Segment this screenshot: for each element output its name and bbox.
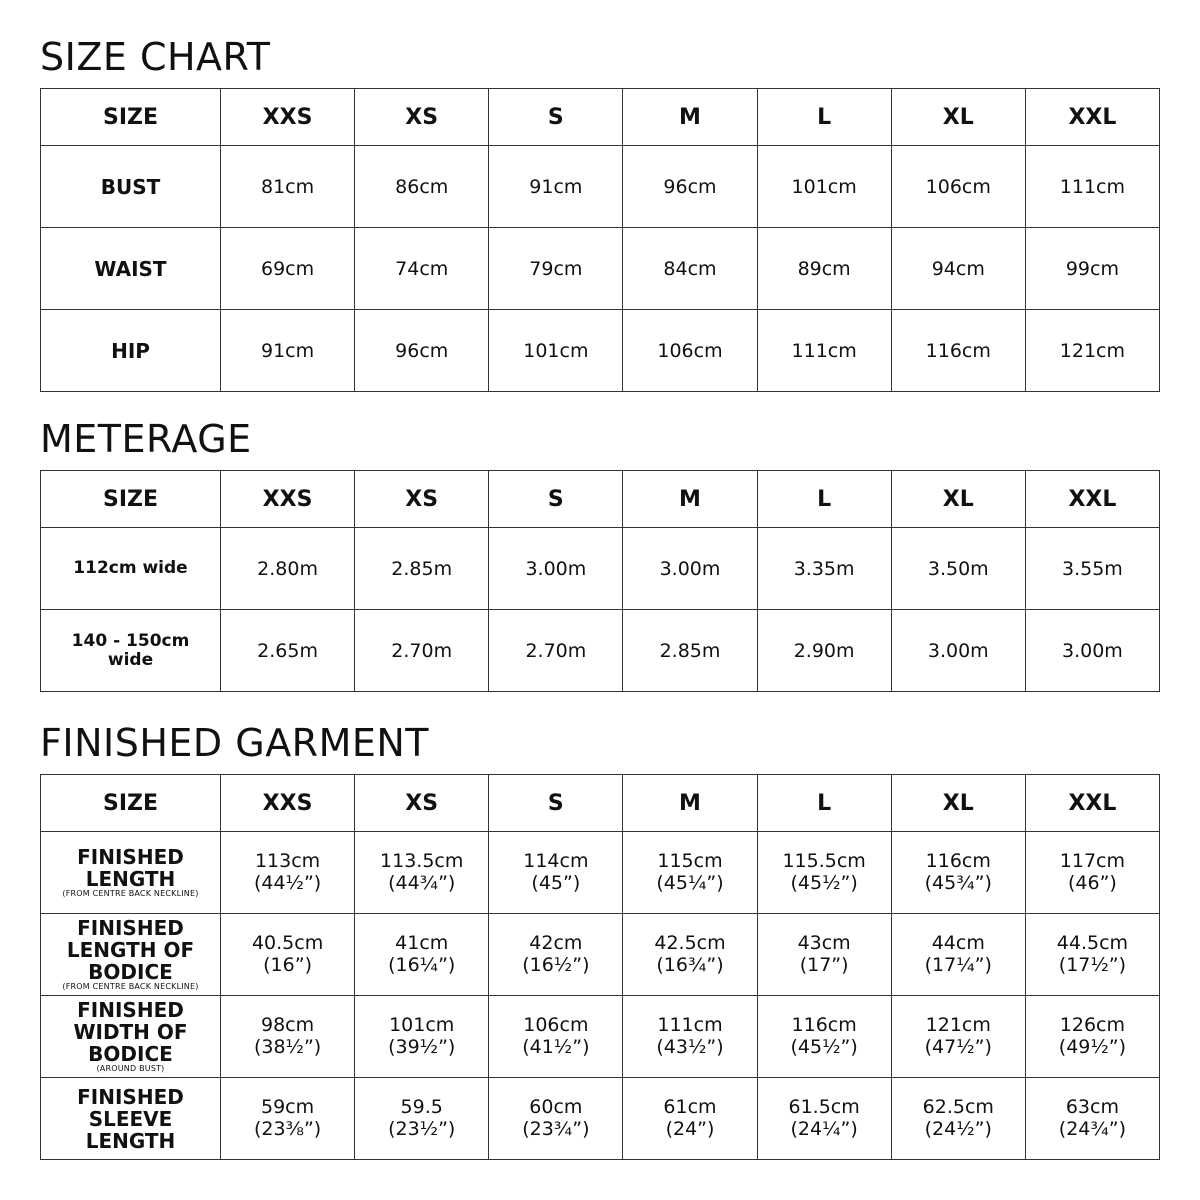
value-cell: 121cm — [1025, 310, 1159, 392]
metric-value: 59cm — [261, 1095, 315, 1118]
table-row — [41, 1078, 1160, 1160]
imperial-value: (45¼”) — [656, 871, 724, 894]
header-cell: XS — [355, 471, 489, 528]
metric-value: 42cm — [529, 931, 583, 954]
metric-value: 61cm — [663, 1095, 717, 1118]
table-row — [41, 914, 1160, 996]
row-label — [41, 914, 221, 996]
value-cell — [355, 1078, 489, 1160]
row-label-note: (FROM CENTRE BACK NECKLINE) — [62, 982, 199, 992]
value-cell — [221, 996, 355, 1078]
imperial-value: (38½”) — [253, 1035, 322, 1058]
value-cell — [355, 914, 489, 996]
value-cell: 99cm — [1025, 228, 1159, 310]
row-label: BUST — [41, 146, 221, 228]
row-label-note: (FROM CENTRE BACK NECKLINE) — [62, 889, 199, 899]
row-label — [41, 1078, 221, 1160]
imperial-value: (44½”) — [253, 871, 322, 894]
row-label-text: FINISHED LENGTH OF BODICE — [66, 916, 195, 985]
header-cell: S — [489, 471, 623, 528]
value-cell: 84cm — [623, 228, 757, 310]
value-cell: 3.35m — [757, 528, 891, 610]
value-cell — [757, 832, 891, 914]
metric-value: 116cm — [791, 1013, 857, 1036]
imperial-value: (17½”) — [1058, 953, 1127, 976]
header-cell: M — [623, 89, 757, 146]
value-cell: 81cm — [221, 146, 355, 228]
header-cell: XXS — [221, 89, 355, 146]
meterage-table — [40, 470, 1160, 692]
meterage-title: METERAGE — [40, 417, 252, 461]
header-cell: XL — [891, 775, 1025, 832]
size-chart-header-row — [41, 89, 1160, 146]
value-cell: 3.55m — [1025, 528, 1159, 610]
metric-value: 40.5cm — [251, 931, 324, 954]
value-cell: 111cm — [1025, 146, 1159, 228]
header-cell: M — [623, 471, 757, 528]
header-cell: XXL — [1025, 775, 1159, 832]
metric-value: 113.5cm — [380, 849, 464, 872]
value-cell: 91cm — [221, 310, 355, 392]
size-chart-table — [40, 88, 1160, 392]
value-cell — [221, 832, 355, 914]
metric-value: 113cm — [254, 849, 321, 872]
value-cell: 3.50m — [891, 528, 1025, 610]
value-cell: 101cm — [489, 310, 623, 392]
header-cell: L — [757, 89, 891, 146]
row-label: 140 - 150cm wide — [41, 610, 221, 692]
finished-garment-title: FINISHED GARMENT — [40, 721, 430, 765]
metric-value: 59.5 — [400, 1095, 443, 1118]
imperial-value: (45”) — [531, 871, 581, 894]
header-cell: M — [623, 775, 757, 832]
imperial-value: (45½”) — [790, 1035, 858, 1058]
imperial-value: (17¼”) — [924, 953, 992, 976]
value-cell: 2.85m — [355, 528, 489, 610]
metric-value: 98cm — [261, 1013, 315, 1036]
imperial-value: (43½”) — [656, 1035, 724, 1058]
value-cell: 106cm — [623, 310, 757, 392]
imperial-value: (47½”) — [924, 1035, 992, 1058]
metric-value: 42.5cm — [654, 931, 726, 954]
imperial-value: (24”) — [665, 1117, 715, 1140]
table-row — [41, 996, 1160, 1078]
value-cell: 86cm — [355, 146, 489, 228]
value-cell — [489, 1078, 623, 1160]
metric-value: 117cm — [1059, 849, 1126, 872]
value-cell: 3.00m — [489, 528, 623, 610]
value-cell — [891, 996, 1025, 1078]
imperial-value: (46”) — [1067, 871, 1117, 894]
imperial-value: (23½”) — [388, 1117, 456, 1140]
imperial-value: (24¼”) — [790, 1117, 858, 1140]
imperial-value: (44¾”) — [388, 871, 456, 894]
value-cell — [623, 1078, 757, 1160]
value-cell — [757, 1078, 891, 1160]
value-cell: 101cm — [757, 146, 891, 228]
metric-value: 44.5cm — [1056, 931, 1129, 954]
metric-value: 116cm — [925, 849, 991, 872]
value-cell — [489, 914, 623, 996]
imperial-value: (49½”) — [1058, 1035, 1127, 1058]
value-cell: 111cm — [757, 310, 891, 392]
value-cell: 2.65m — [221, 610, 355, 692]
value-cell — [891, 914, 1025, 996]
imperial-value: (24¾”) — [1058, 1117, 1127, 1140]
value-cell: 69cm — [221, 228, 355, 310]
value-cell — [623, 914, 757, 996]
value-cell — [1025, 832, 1159, 914]
imperial-value: (45½”) — [790, 871, 858, 894]
header-cell: XXS — [221, 775, 355, 832]
imperial-value: (39½”) — [388, 1035, 456, 1058]
finished-garment-table — [40, 774, 1160, 1160]
metric-value: 111cm — [657, 1013, 723, 1036]
value-cell: 2.70m — [489, 610, 623, 692]
metric-value: 41cm — [395, 931, 449, 954]
value-cell: 91cm — [489, 146, 623, 228]
header-cell: XS — [355, 775, 489, 832]
finished-garment-header-row — [41, 775, 1160, 832]
imperial-value: (45¾”) — [924, 871, 992, 894]
metric-value: 114cm — [523, 849, 589, 872]
row-label: 112cm wide — [41, 528, 221, 610]
imperial-value: (16½”) — [522, 953, 590, 976]
header-cell: XS — [355, 89, 489, 146]
value-cell — [623, 832, 757, 914]
metric-value: 61.5cm — [788, 1095, 860, 1118]
table-row-waist — [41, 228, 1160, 310]
imperial-value: (17”) — [799, 953, 849, 976]
value-cell — [489, 996, 623, 1078]
imperial-value: (16¼”) — [388, 953, 456, 976]
header-cell: L — [757, 471, 891, 528]
value-cell — [355, 996, 489, 1078]
header-cell: SIZE — [41, 471, 221, 528]
row-label — [41, 996, 221, 1078]
header-cell: SIZE — [41, 89, 221, 146]
metric-value: 62.5cm — [922, 1095, 994, 1118]
imperial-value: (41½”) — [522, 1035, 590, 1058]
meterage-header-row — [41, 471, 1160, 528]
value-cell: 106cm — [891, 146, 1025, 228]
metric-value: 101cm — [389, 1013, 455, 1036]
value-cell — [891, 832, 1025, 914]
row-label: WAIST — [41, 228, 221, 310]
table-row-bust — [41, 146, 1160, 228]
value-cell — [623, 996, 757, 1078]
value-cell — [221, 1078, 355, 1160]
header-cell: XXS — [221, 471, 355, 528]
value-cell: 116cm — [891, 310, 1025, 392]
value-cell: 96cm — [355, 310, 489, 392]
value-cell — [757, 996, 891, 1078]
value-cell — [1025, 1078, 1159, 1160]
value-cell: 3.00m — [623, 528, 757, 610]
metric-value: 60cm — [529, 1095, 583, 1118]
header-cell: XXL — [1025, 471, 1159, 528]
value-cell: 2.85m — [623, 610, 757, 692]
table-row — [41, 832, 1160, 914]
value-cell: 79cm — [489, 228, 623, 310]
imperial-value: (16”) — [263, 953, 312, 976]
size-chart-title: SIZE CHART — [40, 35, 271, 79]
value-cell: 96cm — [623, 146, 757, 228]
value-cell: 3.00m — [891, 610, 1025, 692]
value-cell: 89cm — [757, 228, 891, 310]
value-cell — [891, 1078, 1025, 1160]
table-row-112cm — [41, 528, 1160, 610]
metric-value: 115.5cm — [782, 849, 866, 872]
row-label-text: FINISHED LENGTH — [77, 845, 184, 892]
imperial-value: (23⅜”) — [253, 1117, 322, 1140]
value-cell: 2.80m — [221, 528, 355, 610]
header-cell: XL — [891, 471, 1025, 528]
imperial-value: (16¾”) — [656, 953, 724, 976]
value-cell: 3.00m — [1025, 610, 1159, 692]
row-label-note: (AROUND BUST) — [96, 1064, 165, 1074]
row-label — [41, 832, 221, 914]
table-row-hip — [41, 310, 1160, 392]
metric-value: 121cm — [925, 1013, 991, 1036]
metric-value: 44cm — [931, 931, 985, 954]
header-cell: SIZE — [41, 775, 221, 832]
value-cell: 74cm — [355, 228, 489, 310]
header-cell: L — [757, 775, 891, 832]
value-cell: 94cm — [891, 228, 1025, 310]
row-label: HIP — [41, 310, 221, 392]
value-cell — [355, 832, 489, 914]
header-cell: XL — [891, 89, 1025, 146]
metric-value: 115cm — [657, 849, 723, 872]
value-cell: 2.90m — [757, 610, 891, 692]
header-cell: S — [489, 775, 623, 832]
value-cell — [757, 914, 891, 996]
imperial-value: (24½”) — [924, 1117, 992, 1140]
metric-value: 106cm — [523, 1013, 589, 1036]
metric-value: 126cm — [1059, 1013, 1126, 1036]
table-row-140-150cm — [41, 610, 1160, 692]
value-cell — [1025, 914, 1159, 996]
value-cell — [489, 832, 623, 914]
row-label-text: FINISHED SLEEVE LENGTH — [77, 1084, 184, 1153]
metric-value: 43cm — [797, 931, 851, 954]
value-cell — [1025, 996, 1159, 1078]
imperial-value: (23¾”) — [522, 1117, 590, 1140]
header-cell: S — [489, 89, 623, 146]
header-cell: XXL — [1025, 89, 1159, 146]
metric-value: 63cm — [1065, 1095, 1119, 1118]
value-cell: 2.70m — [355, 610, 489, 692]
value-cell — [221, 914, 355, 996]
row-label-text: FINISHED WIDTH OF BODICE — [73, 998, 188, 1067]
